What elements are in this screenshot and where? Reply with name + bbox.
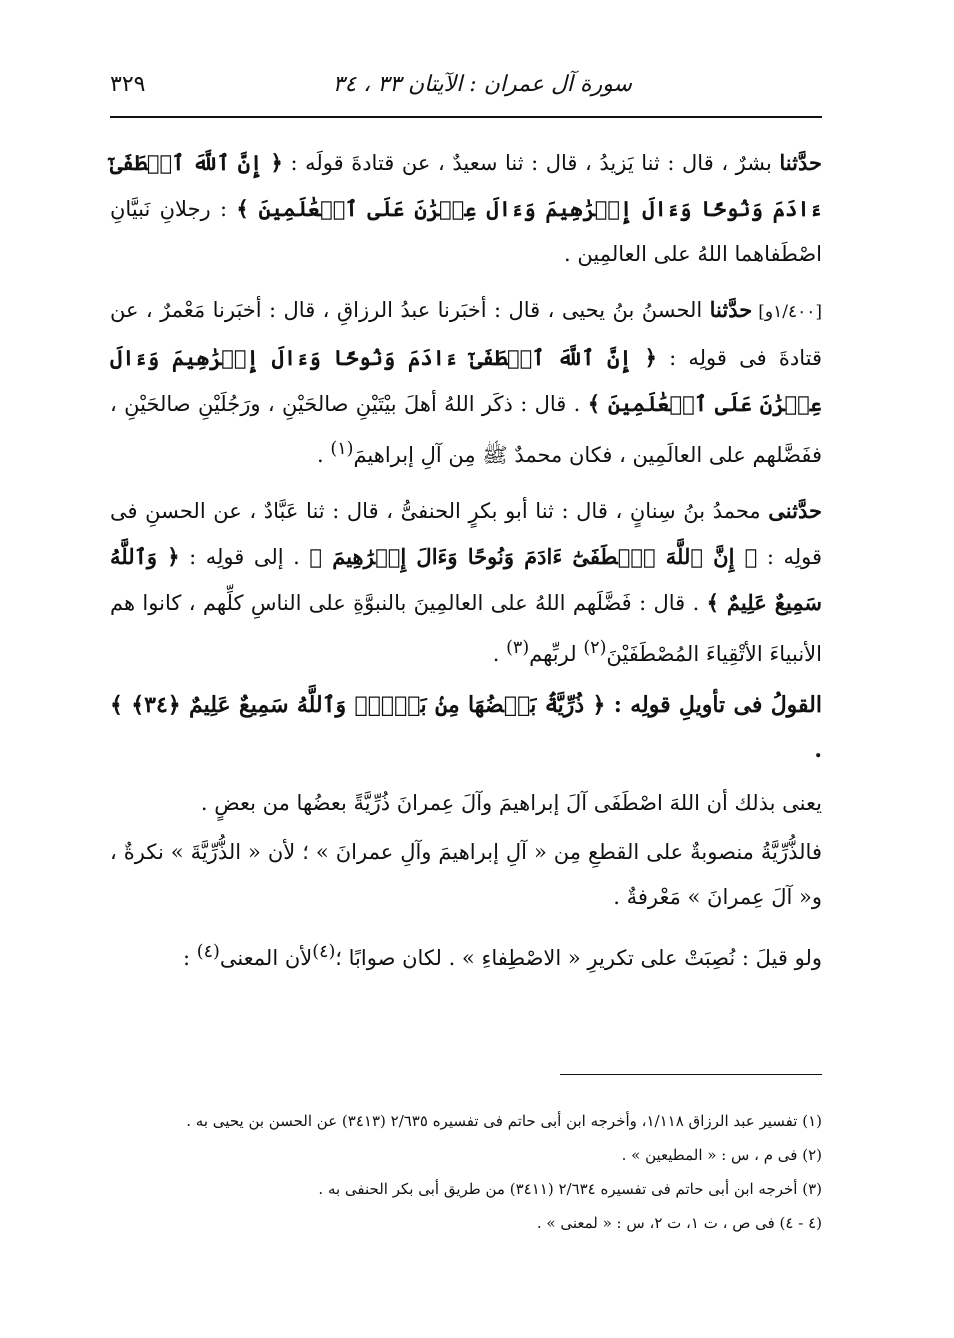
paragraph-5: فالذُّرِّيَّةُ منصوبةٌ على القطعِ مِن « آلِ إبراهيمَ وآلِ عمرانَ » ؛ لأن « الذُّرِّيَّةَ » نكرةٌ ، و« آلَ عِمرانَ » مَعْرفةٌ .	[110, 840, 822, 909]
section-heading	[110, 683, 822, 773]
narration-lead: حدَّثنى	[768, 498, 822, 523]
paragraph-4: يعنى بذلك أن اللهَ اصْطَفَى آلَ إبراهيمَ وآلَ عِمرانَ ذُرِّيَّةً بعضُها من بعضٍ .	[200, 791, 822, 815]
commentary-text: . قال : ذكَر اللهُ أهلَ بيْتَيْنِ صالحَيْنِ ، ورَجُلَيْنِ صالحَيْنِ ، ففَضَّلهم على العالَمِين ، فكان محمدٌ ﷺ مِن آلِ إبراهيمَ	[110, 392, 822, 467]
footnote-marker: (٢)	[583, 638, 607, 658]
footnote-rule	[560, 1074, 822, 1075]
paragraph-2	[110, 287, 822, 478]
isnad-text: محمدُ بنُ سِنانٍ ، قال : ثنا أبو بكرٍ الحنفىُّ ، قال : ثنا عَبَّادٌ ، عن الحسنِ فى قولِه :	[110, 499, 822, 569]
paragraph-6	[110, 930, 822, 981]
footnote: (٢) فى م ، س : « المطيعين » .	[621, 1146, 822, 1164]
page-number: ٣٢٩	[110, 72, 146, 97]
end-punct: .	[492, 642, 507, 666]
quran-verse: ﴿ إِنَّ ٱللَّهَ ٱصۡطَفَىٰٓ ءَادَمَ وَنُوحًا وَءَالَ إِبۡرَٰهِيمَ ﴾	[309, 544, 758, 569]
footnote-marker: (٤)	[312, 942, 336, 962]
isnad-text: الحسنُ بنُ يحيى ، قال : أخبَرنا عبدُ الرزاقِ ، قال : أخبَرنا مَعْمرٌ ، عن قتادةَ فى قولِه :	[110, 298, 822, 370]
end-punct: .	[317, 443, 331, 467]
paragraph-3	[110, 488, 822, 677]
header-rule	[110, 116, 822, 118]
commentary-text: . قال : فَضَّلَهم اللهُ على العالمِينَ بالنبوَّةِ على الناسِ كلِّهم ، كانوا هم الأنبياءَ الأتْقِياءَ المُصْطَفَيْنَ	[110, 591, 822, 666]
commentary-text: لأن المعنى	[219, 946, 313, 970]
footnote: (١) تفسير عبد الرزاق ١/١١٨، وأخرجه ابن أبى حاتم فى تفسيره ٢/٦٣٥ (٣٤١٣) عن الحسن بن يحيى به .	[186, 1112, 822, 1130]
narration-lead: حدَّثنا	[779, 150, 822, 175]
footnotes	[110, 1106, 822, 1242]
footnote-marker: (٤)	[196, 942, 220, 962]
manuscript-ref: [١/٤٠٠و]	[758, 302, 822, 322]
commentary-text: ولو قيلَ : نُصِبَتْ على تكريرِ « الاصْطِفاءِ » . لكان صوابًا ؛	[335, 946, 822, 970]
quran-verse: ﴿ ذُرِّيَّةَۢ بَعۡضُهَا مِنۢ بَعۡضٖۗ وَٱللَّهُ سَمِيعٌ عَلِيمٌ ﴿٣٤﴾ ﴾	[110, 692, 606, 718]
quran-verse: ﴿ وَٱللَّهُ سَمِيعٌ عَلِيمٌ ﴾	[110, 544, 822, 615]
isnad-text: بشرٌ ، قال : ثنا يَزيدُ ، قال : ثنا سعيدٌ ، عن قتادةَ قولَه :	[282, 151, 780, 175]
commentary-text: لربِّهم	[529, 642, 584, 666]
footnote-marker: (١)	[330, 439, 354, 459]
commentary-text: : رجلانِ نَبيَّانِ اصْطَفاهما اللهُ على العالمِين .	[110, 197, 822, 266]
heading-label: القولُ فى تأويلِ قولِه :	[605, 692, 822, 718]
end-punct: :	[182, 946, 197, 970]
footnote-marker: (٣)	[506, 638, 530, 658]
quran-verse: ﴿ إِنَّ ٱللَّهَ ٱصۡطَفَىٰٓ ءَادَمَ وَنُوحًا وَءَالَ إِبۡرَٰهِيمَ وَءَالَ عِمۡرَٰنَ عَلَى ٱلۡعَٰلَمِينَ ﴾	[110, 345, 822, 416]
page-header	[110, 62, 822, 112]
connector-text: . إلى قولِه :	[179, 545, 310, 569]
quran-verse: ﴿ إِنَّ ٱللَّهَ ٱصۡطَفَىٰٓ ءَادَمَ وَنُوحًا وَءَالَ إِبۡرَٰهِيمَ وَءَالَ عِمۡرَٰنَ عَلَى ٱلۡعَٰلَمِينَ ﴾	[110, 150, 823, 221]
footnote: (٣) أخرجه ابن أبى حاتم فى تفسيره ٢/٦٣٤ (٣٤١١) من طريق أبى بكر الحنفى به .	[318, 1180, 822, 1198]
paragraph-1	[110, 140, 822, 277]
footnote: (٤ - ٤) فى ص ، ت ١، ت ٢، س : « لمعنى » .	[536, 1214, 822, 1232]
narration-lead: حدَّثنا	[709, 297, 753, 322]
main-text	[110, 140, 822, 991]
end-punct: .	[814, 737, 822, 763]
running-title: سورة آل عمران : الآيتان ٣٣ ، ٣٤	[332, 72, 632, 97]
